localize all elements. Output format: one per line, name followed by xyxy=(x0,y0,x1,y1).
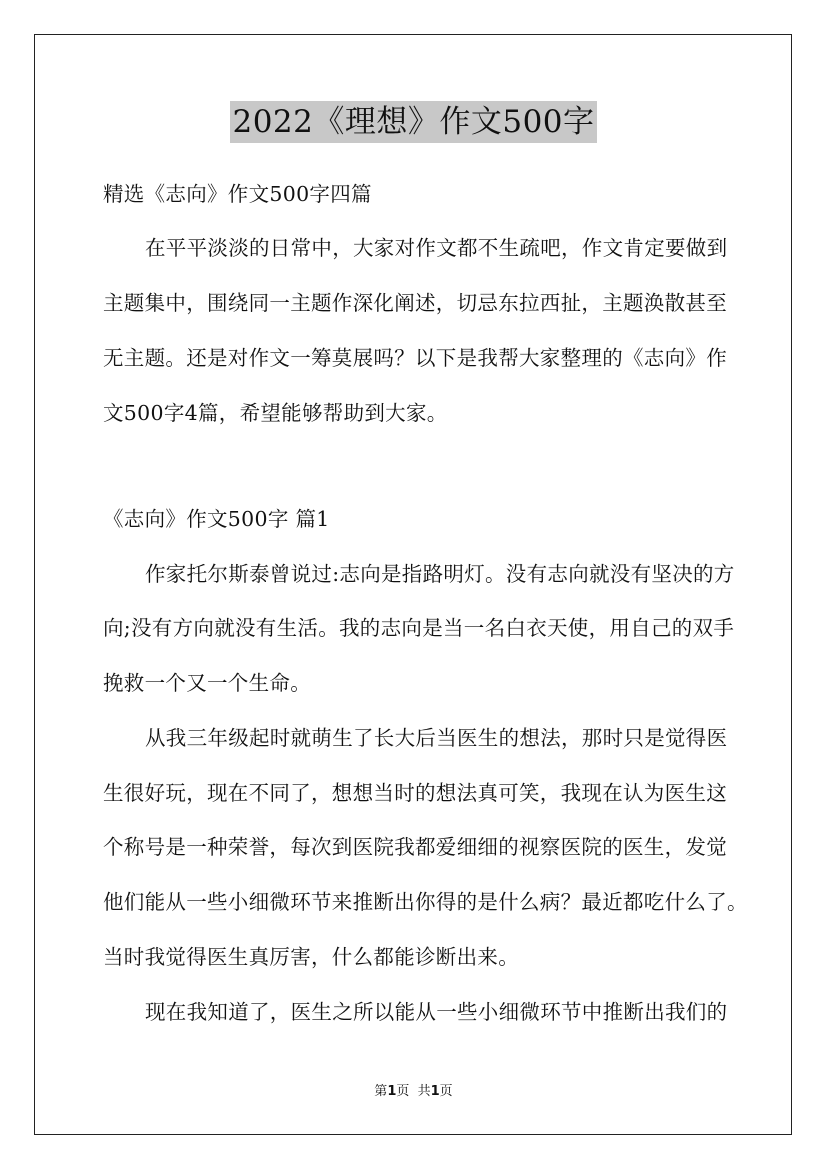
para2-line-5: 当时我觉得医生真厉害，什么都能诊断出来。 xyxy=(103,945,519,969)
para1-line-3: 挽救一个又一个生命。 xyxy=(103,671,311,695)
para2-line-3: 个称号是一种荣誉，每次到医院我都爱细细的视察医院的医生，发觉 xyxy=(103,835,727,859)
document-title: 2022《理想》作文500字 xyxy=(230,101,596,143)
footer-mid: 页 共 xyxy=(396,1084,431,1099)
para1-line-1: 作家托尔斯泰曾说过:志向是指路明灯。没有志向就没有坚决的方 xyxy=(145,562,735,586)
para2-line-2: 生很好玩，现在不同了，想想当时的想法真可笑，我现在认为医生这 xyxy=(103,781,727,805)
para2-line-1: 从我三年级起时就萌生了长大后当医生的想法，那时只是觉得医 xyxy=(145,726,728,750)
footer-page-current: 1 xyxy=(387,1084,397,1099)
page-footer xyxy=(0,1083,827,1101)
para1-line-2: 向;没有方向就没有生活。我的志向是当一名白衣天使，用自己的双手 xyxy=(103,616,735,640)
para3-line-1: 现在我知道了，医生之所以能从一些小细微环节中推断出我们的 xyxy=(145,1000,728,1024)
footer-page-total: 1 xyxy=(430,1084,440,1099)
intro-line-4: 文500字4篇，希望能够帮助到大家。 xyxy=(103,401,448,425)
footer-suffix: 页 xyxy=(439,1084,453,1099)
section-heading: 《志向》作文500字 篇1 xyxy=(103,507,330,531)
intro-line-2: 主题集中，围绕同一主题作深化阐述，切忌东拉西扯，主题涣散甚至 xyxy=(103,291,727,315)
para2-line-4: 他们能从一些小细微环节来推断出你得的是什么病？最近都吃什么了。 xyxy=(103,890,748,914)
title-wrap xyxy=(0,101,827,143)
document-subtitle: 精选《志向》作文500字四篇 xyxy=(103,182,372,206)
intro-line-1: 在平平淡淡的日常中，大家对作文都不生疏吧，作文肯定要做到 xyxy=(145,236,728,260)
footer-prefix: 第 xyxy=(374,1084,388,1099)
intro-line-3: 无主题。还是对作文一筹莫展吗？以下是我帮大家整理的《志向》作 xyxy=(103,346,727,370)
